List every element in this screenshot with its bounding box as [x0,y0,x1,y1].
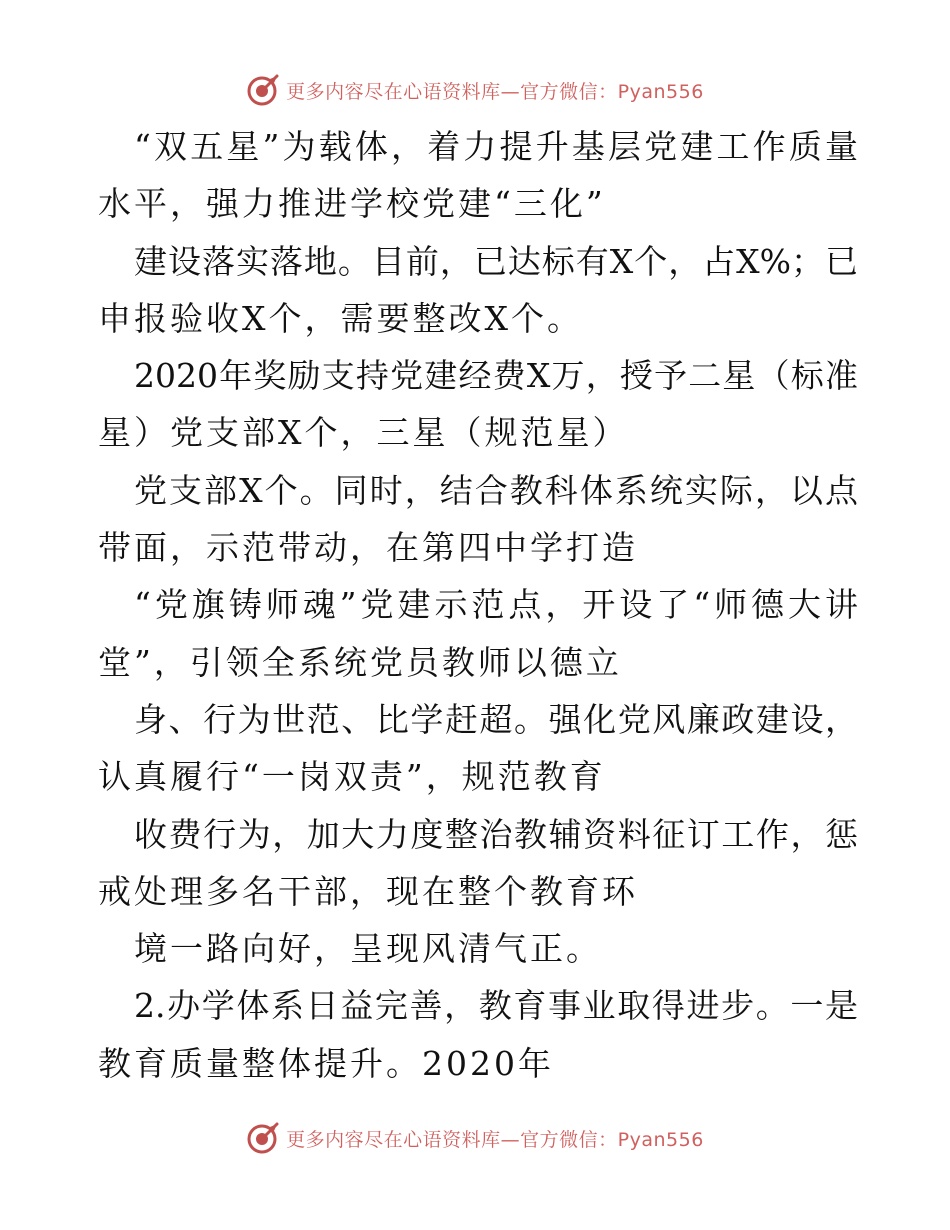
text-line: 身、行为世范、比学赶超。强化党风廉政建设， [134,699,858,739]
watermark-text: 更多内容尽在心语资料库—官方微信：Pyan556 [286,1128,704,1151]
watermark-text: 更多内容尽在心语资料库—官方微信：Pyan556 [286,80,704,103]
quill-seal-icon [246,73,280,107]
text-line: 申报验收X个，需要整改X个。 [98,298,583,338]
text-line: 党支部X个。同时，结合教科体系统实际，以点 [134,470,858,510]
text-line: 2020年奖励支持党建经费X万，授予二星（标准 [134,356,858,396]
text-line: 收费行为，加大力度整治教辅资料征订工作，惩 [134,814,858,854]
text-line: “党旗铸师魂”党建示范点，开设了“师德大讲 [134,585,858,625]
quill-seal-icon [246,1121,280,1155]
text-line: 2.办学体系日益完善，教育事业取得进步。一是 [134,986,858,1026]
text-line: “双五星”为载体，着力提升基层党建工作质量 [134,127,858,166]
document-body [98,118,858,1092]
header-watermark [0,70,950,110]
text-line: 堂”，引领全系统党员教师以德立 [98,642,622,682]
text-line: 认真履行“一岗双责”，规范教育 [98,757,606,797]
text-line: 带面，示范带动，在第四中学打造 [98,528,638,568]
footer-watermark [0,1118,950,1158]
text-line: 星）党支部X个，三星（规范星） [98,413,629,453]
text-line: 建设落实落地。目前，已达标有X个，占X%；已 [134,241,858,281]
text-line: 教育质量整体提升。2020年 [98,1043,554,1083]
text-line: 戒处理多名干部，现在整个教育环 [98,871,638,911]
text-line: 境一路向好，呈现风清气正。 [134,929,602,969]
text-line: 水平，强力推进学校党建“三化” [98,184,606,224]
